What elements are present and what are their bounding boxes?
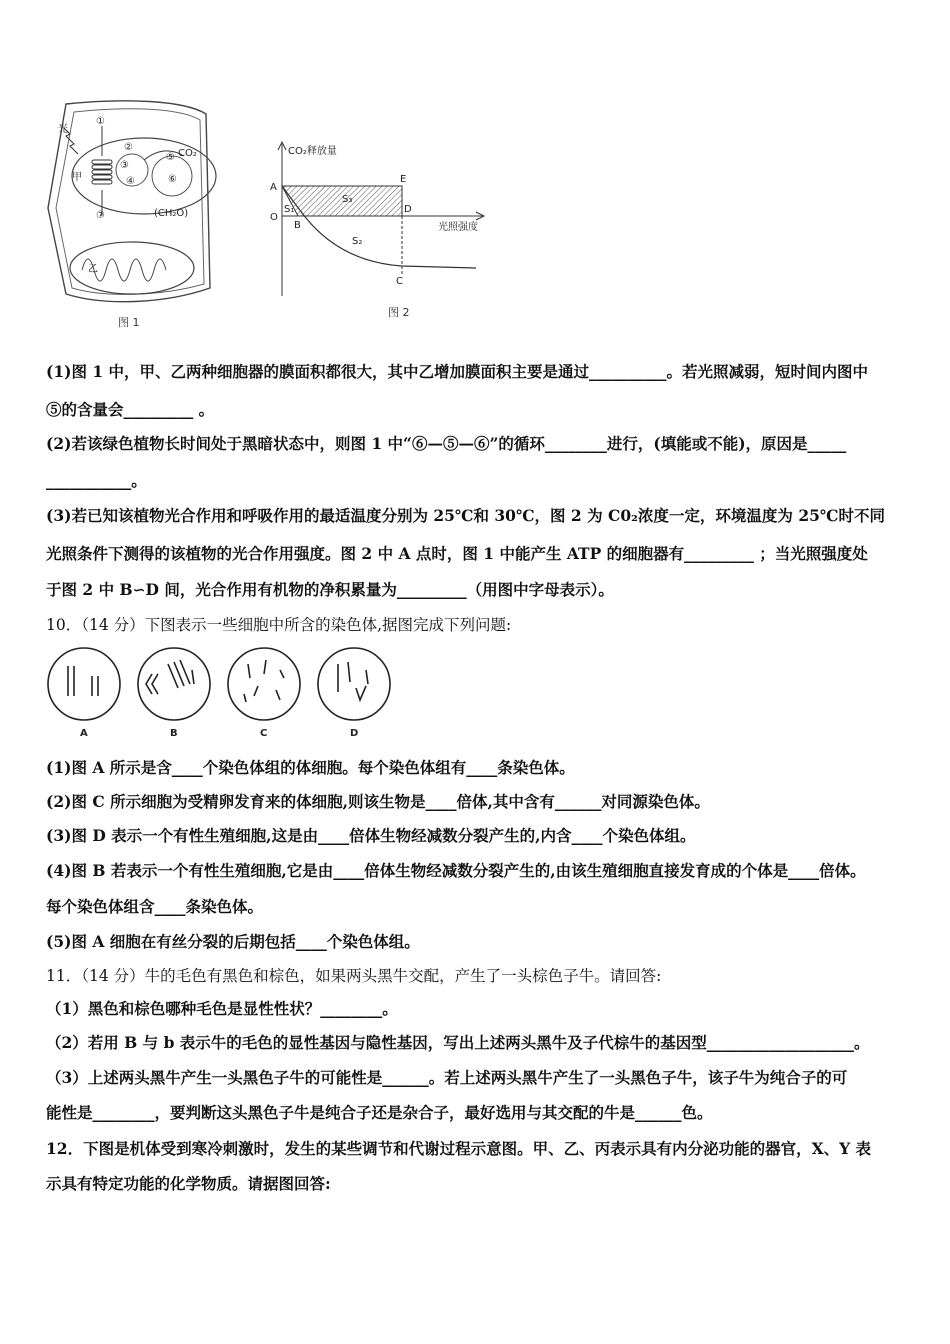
q9-part3-line3: 于图 2 中 B∽D 间，光合作用有机物的净积累量为_________（用图中字母表示）。 <box>46 580 614 599</box>
q12-line1: 12．下图是机体受到寒冷刺激时，发生的某些调节和代谢过程示意图。甲、乙、丙表示具有内分泌功能的器官，X、Y 表 <box>46 1139 872 1158</box>
cell-b-label: B <box>170 728 178 739</box>
fig2-point-c: C <box>396 276 403 287</box>
fig1-label-ch2o: (CH₂O) <box>154 208 189 219</box>
fig2-area-s2-label: S₂ <box>352 236 363 247</box>
fig2-area-s1-label: S₁ <box>284 204 295 215</box>
q9-part3-line1: (3)若已知该植物光合作用和呼吸作用的最适温度分别为 25℃和 30℃，图 2 为 C0₂浓度一定，环境温度为 25℃时不同 <box>46 506 885 525</box>
cell-c-label: C <box>260 728 268 739</box>
fig2-x-label: 光照强度 <box>438 222 478 233</box>
fig2-point-o: O <box>270 212 278 223</box>
fig1-num-2: ② <box>124 142 133 153</box>
fig1-num-4: ④ <box>126 176 135 187</box>
q10-part1: (1)图 A 所示是含____个染色体组的体细胞。每个染色体组有____条染色体。 <box>46 758 575 777</box>
q10-part5: (5)图 A 细胞在有丝分裂的后期包括____个染色体组。 <box>46 932 420 951</box>
cell-a <box>48 648 120 720</box>
fig2-point-e: E <box>400 174 407 185</box>
figure-1-caption: 图 1 <box>118 316 140 329</box>
fig1-num-5: ⑤ <box>166 152 175 163</box>
fig2-point-a: A <box>270 182 277 193</box>
q11-part2: （2）若用 B 与 b 表示牛的毛色的显性基因与隐性基因，写出上述两头黑牛及子代棕牛的基因型___________________。 <box>46 1033 870 1052</box>
fig2-point-b: B <box>294 220 301 231</box>
cell-b <box>138 648 210 720</box>
figure-2-graph <box>262 136 492 322</box>
q12-line2: 示具有特定功能的化学物质。请据图回答: <box>46 1174 331 1193</box>
fig1-num-3: ③ <box>120 160 129 171</box>
cell-a-label: A <box>80 728 88 739</box>
fig2-area-s3-label: S₃ <box>342 194 353 205</box>
fig1-num-1: ① <box>96 116 105 127</box>
q10-title: 10．（14 分）下图表示一些细胞中所含的染色体,据图完成下列问题: <box>46 616 512 634</box>
figure-2-caption: 图 2 <box>388 306 410 319</box>
q11-part3-line2: 能性是________，要判断这头黑色子牛是纯合子还是杂合子，最好选用与其交配的牛是______色。 <box>46 1103 713 1122</box>
fig2-point-d: D <box>404 204 412 215</box>
q9-part2-line1: (2)若该绿色植物长时间处于黑暗状态中，则图 1 中“⑥—⑤—⑥”的循环________进行，(填能或不能)，原因是_____ <box>46 434 847 453</box>
cell-d <box>318 648 390 720</box>
q11-part1: （1）黑色和棕色哪种毛色是显性性状？________。 <box>46 999 398 1018</box>
cell-d-label: D <box>350 728 359 739</box>
fig2-y-label: CO₂释放量 <box>288 146 337 157</box>
fig1-label-jia: 甲 <box>72 172 82 183</box>
q10-chromosome-figure <box>44 644 394 740</box>
q9-part3-line2: 光照条件下测得的该植物的光合作用强度。图 2 中 A 点时，图 1 中能产生 ATP 的细胞器有_________ ；当光照强度处 <box>46 544 868 563</box>
q9-part1-line1: (1)图 1 中，甲、乙两种细胞器的膜面积都很大，其中乙增加膜面积主要是通过__________。若光照减弱，短时间内图中 <box>46 362 869 381</box>
fig1-num-6: ⑥ <box>168 174 177 185</box>
fig1-label-light: 光 <box>58 124 68 135</box>
q10-part4-line1: (4)图 B 若表示一个有性生殖细胞,它是由____倍体生物经减数分裂产生的,由该生殖细胞直接发育成的个体是____倍体。 <box>46 861 866 880</box>
q11-title: 11．（14 分）牛的毛色有黑色和棕色，如果两头黑牛交配，产生了一头棕色子牛。请回答: <box>46 967 662 985</box>
q9-part2-line2: ___________。 <box>46 471 147 490</box>
q9-part1-line2: ⑤的含量会_________ 。 <box>46 400 215 419</box>
q10-part2: (2)图 C 所示细胞为受精卵发育来的体细胞,则该生物是____倍体,其中含有______对同源染色体。 <box>46 792 710 811</box>
fig1-num-7: ⑦ <box>96 210 105 221</box>
q10-part4-line2: 每个染色体组含____条染色体。 <box>46 897 264 916</box>
cell-c <box>228 648 300 720</box>
fig1-label-co2: CO₂ <box>178 148 197 159</box>
q10-part3: (3)图 D 表示一个有性生殖细胞,这是由____倍体生物经减数分裂产生的,内含____个染色体组。 <box>46 826 696 845</box>
q11-part3-line1: （3）上述两头黑牛产生一头黑色子牛的可能性是______。若上述两头黑牛产生了一头黑色子牛，该子牛为纯合子的可 <box>46 1068 848 1087</box>
fig1-label-yi: 乙 <box>88 264 98 275</box>
figure-1-cell-diagram <box>44 98 220 334</box>
